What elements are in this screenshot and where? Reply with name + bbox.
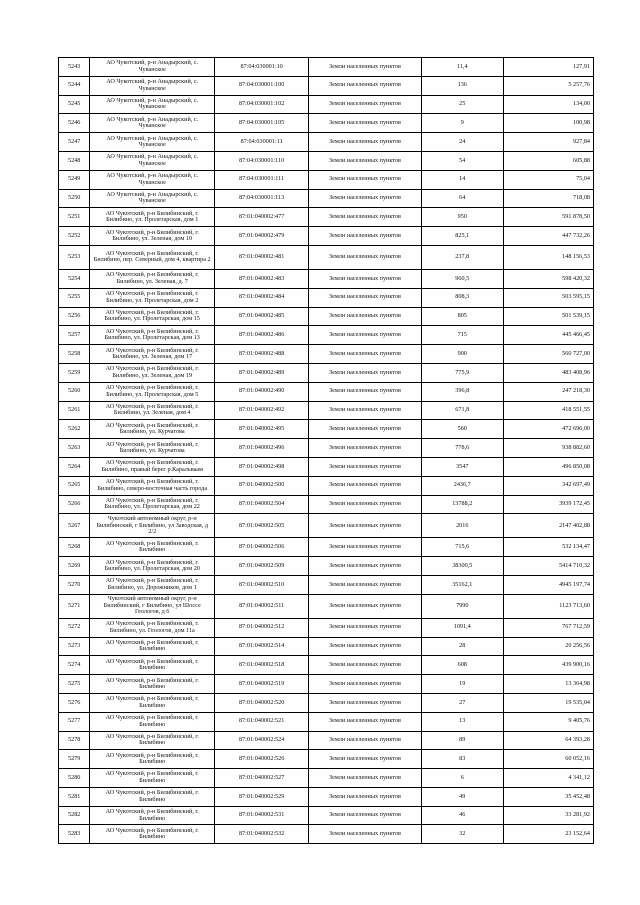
area-cell: 237,8 (421, 245, 503, 269)
row-number: 5269 (59, 557, 90, 576)
area-cell: 671,8 (421, 401, 503, 420)
land-category-cell: Земли населенных пунктов (309, 787, 421, 806)
table-row (59, 363, 594, 382)
cadastral-value-cell: 100,98 (503, 114, 593, 133)
table-row (59, 675, 594, 694)
land-category-cell: Земли населенных пунктов (309, 618, 421, 637)
area-cell: 396,8 (421, 382, 503, 401)
address-cell: АО Чукотский, р-н Билибинский, г. Билибино (90, 750, 215, 769)
row-number: 5249 (59, 170, 90, 189)
land-category-cell: Земли населенных пунктов (309, 656, 421, 675)
address-cell: АО Чукотский, р-н Билибинский, г. Билибино (90, 538, 215, 557)
land-category-cell: Земли населенных пунктов (309, 76, 421, 95)
row-number: 5262 (59, 420, 90, 439)
address-cell: АО Чукотский, р-н Анадырский, с. Чуванское (90, 76, 215, 95)
land-category-cell: Земли населенных пунктов (309, 637, 421, 656)
cadastral-number-cell: 87:04:030001:105 (215, 114, 309, 133)
row-number: 5275 (59, 675, 90, 694)
cadastral-number-cell: 87:01:040002:492 (215, 401, 309, 420)
cadastral-number-cell: 87:01:040002:486 (215, 326, 309, 345)
address-cell: АО Чукотский, р-н Билибинский, г. Билибино (90, 769, 215, 788)
table-row (59, 787, 594, 806)
cadastral-value-cell: 591 878,50 (503, 208, 593, 227)
address-cell: АО Чукотский, р-н Билибинский, г. Билибино (90, 693, 215, 712)
address-cell: АО Чукотский, р-н Билибинский, г. Билибино (90, 825, 215, 844)
row-number: 5276 (59, 693, 90, 712)
address-cell: АО Чукотский, р-н Билибинский, г. Билибино, ул. Курчатова (90, 420, 215, 439)
table-row (59, 269, 594, 288)
table-row (59, 245, 594, 269)
cadastral-value-cell: 148 156,53 (503, 245, 593, 269)
cadastral-number-cell: 87:04:030001:113 (215, 189, 309, 208)
cadastral-number-cell: 87:01:040002:481 (215, 245, 309, 269)
cadastral-number-cell: 87:01:040002:527 (215, 769, 309, 788)
row-number: 5274 (59, 656, 90, 675)
address-cell: АО Чукотский, р-н Билибинский, г. Билибино, ул. Пролетарская, дом 1 (90, 208, 215, 227)
cadastral-value-cell: 64 393,28 (503, 731, 593, 750)
address-cell: АО Чукотский, р-н Анадырский, с. Чуванское (90, 170, 215, 189)
table-row (59, 307, 594, 326)
land-category-cell: Земли населенных пунктов (309, 133, 421, 152)
cadastral-value-cell: 4 341,12 (503, 769, 593, 788)
area-cell: 6 (421, 769, 503, 788)
row-number: 5261 (59, 401, 90, 420)
land-category-cell: Земли населенных пунктов (309, 538, 421, 557)
row-number: 5272 (59, 618, 90, 637)
row-number: 5243 (59, 58, 90, 77)
cadastral-number-cell: 87:01:040002:477 (215, 208, 309, 227)
cadastral-number-cell: 87:01:040002:510 (215, 575, 309, 594)
area-cell: 89 (421, 731, 503, 750)
cadastral-value-cell: 3939 172,45 (503, 495, 593, 514)
cadastral-number-cell: 87:01:040002:519 (215, 675, 309, 694)
area-cell: 7990 (421, 594, 503, 618)
land-category-cell: Земли населенных пунктов (309, 439, 421, 458)
land-category-cell: Земли населенных пунктов (309, 345, 421, 364)
area-cell: 778,6 (421, 439, 503, 458)
land-category-cell: Земли населенных пунктов (309, 269, 421, 288)
land-category-cell: Земли населенных пунктов (309, 151, 421, 170)
table-row (59, 806, 594, 825)
land-category-cell: Земли населенных пунктов (309, 575, 421, 594)
cadastral-number-cell: 87:01:040002:532 (215, 825, 309, 844)
cadastral-number-cell: 87:01:040002:511 (215, 594, 309, 618)
area-cell: 54 (421, 151, 503, 170)
area-cell: 11,4 (421, 58, 503, 77)
row-number: 5282 (59, 806, 90, 825)
row-number: 5256 (59, 307, 90, 326)
land-category-cell: Земли населенных пунктов (309, 457, 421, 476)
row-number: 5253 (59, 245, 90, 269)
cadastral-value-cell: 134,00 (503, 95, 593, 114)
row-number: 5259 (59, 363, 90, 382)
row-number: 5266 (59, 495, 90, 514)
land-category-cell: Земли населенных пунктов (309, 514, 421, 538)
area-cell: 32 (421, 825, 503, 844)
land-category-cell: Земли населенных пунктов (309, 227, 421, 246)
table-row (59, 514, 594, 538)
cadastral-number-cell: 87:01:040002:514 (215, 637, 309, 656)
cadastral-number-cell: 87:01:040002:520 (215, 693, 309, 712)
row-number: 5257 (59, 326, 90, 345)
address-cell: АО Чукотский, р-н Билибинский, г. Билибино, ул. Дорожников, дом 1 (90, 575, 215, 594)
area-cell: 27 (421, 693, 503, 712)
area-cell: 1091,4 (421, 618, 503, 637)
area-cell: 38300,5 (421, 557, 503, 576)
cadastral-number-cell: 87:01:040002:505 (215, 514, 309, 538)
cadastral-value-cell: 532 134,47 (503, 538, 593, 557)
land-category-cell: Земли населенных пунктов (309, 495, 421, 514)
document-page (58, 57, 594, 844)
area-cell: 24 (421, 133, 503, 152)
cadastral-value-cell: 13 364,98 (503, 675, 593, 694)
address-cell: АО Чукотский, р-н Билибинский, г. Билибино, ул. Курчатова (90, 439, 215, 458)
area-cell: 14 (421, 170, 503, 189)
table-row (59, 557, 594, 576)
cadastral-number-cell: 87:04:030001:100 (215, 76, 309, 95)
row-number: 5263 (59, 439, 90, 458)
area-cell: 83 (421, 750, 503, 769)
table-row (59, 420, 594, 439)
address-cell: АО Чукотский, р-н Билибинский, г. Билибино, пер. Северный, дом 4, квартира 2 (90, 245, 215, 269)
row-number: 5267 (59, 514, 90, 538)
cadastral-value-cell: 23 152,64 (503, 825, 593, 844)
cadastral-number-cell: 87:01:040002:496 (215, 439, 309, 458)
address-cell: АО Чукотский, р-н Билибинский, г. Билибино (90, 656, 215, 675)
cadastral-number-cell: 87:01:040002:483 (215, 269, 309, 288)
land-category-cell: Земли населенных пунктов (309, 420, 421, 439)
address-cell: АО Чукотский, р-н Билибинский, г. Билибино, ул. Пролетарская, дом 15 (90, 307, 215, 326)
cadastral-number-cell: 87:01:040002:531 (215, 806, 309, 825)
area-cell: 900 (421, 345, 503, 364)
table-row (59, 208, 594, 227)
area-cell: 49 (421, 787, 503, 806)
row-number: 5245 (59, 95, 90, 114)
land-category-cell: Земли населенных пунктов (309, 307, 421, 326)
address-cell: АО Чукотский, р-н Билибинский, г. Билибино (90, 731, 215, 750)
table-row (59, 637, 594, 656)
address-cell: АО Чукотский, р-н Билибинский, г. Билибино (90, 637, 215, 656)
address-cell: АО Чукотский, р-н Билибинский, г. Билибино, ул. Пролетарская, дом 13 (90, 326, 215, 345)
area-cell: 825,1 (421, 227, 503, 246)
row-number: 5248 (59, 151, 90, 170)
row-number: 5280 (59, 769, 90, 788)
area-cell: 3547 (421, 457, 503, 476)
row-number: 5246 (59, 114, 90, 133)
address-cell: АО Чукотский, р-н Анадырский, с. Чуванское (90, 189, 215, 208)
cadastral-number-cell: 87:01:040002:504 (215, 495, 309, 514)
cadastral-number-cell: 87:01:040002:479 (215, 227, 309, 246)
cadastral-number-cell: 87:04:030001:111 (215, 170, 309, 189)
table-row (59, 769, 594, 788)
cadastral-number-cell: 87:01:040002:495 (215, 420, 309, 439)
address-cell: АО Чукотский, р-н Билибинский, г. Билибино, ул. Пролетарская, дом 22 (90, 495, 215, 514)
land-category-cell: Земли населенных пунктов (309, 401, 421, 420)
land-category-cell: Земли населенных пунктов (309, 363, 421, 382)
cadastral-value-cell: 60 052,16 (503, 750, 593, 769)
cadastral-value-cell: 927,84 (503, 133, 593, 152)
table-row (59, 288, 594, 307)
address-cell: АО Чукотский, р-н Анадырский, с. Чуванское (90, 95, 215, 114)
cadastral-number-cell: 87:01:040002:488 (215, 345, 309, 364)
cadastral-value-cell: 598 420,32 (503, 269, 593, 288)
row-number: 5260 (59, 382, 90, 401)
table-row (59, 151, 594, 170)
row-number: 5279 (59, 750, 90, 769)
area-cell: 775,9 (421, 363, 503, 382)
address-cell: АО Чукотский, р-н Билибинский, г. Билибино, ул. Зеленая, дом 10 (90, 227, 215, 246)
area-cell: 608 (421, 656, 503, 675)
table-row (59, 656, 594, 675)
address-cell: АО Чукотский, р-н Анадырский, с. Чуванское (90, 114, 215, 133)
address-cell: АО Чукотский, р-н Билибинский, г. Билибино, ул. Зеленая, дом 19 (90, 363, 215, 382)
row-number: 5281 (59, 787, 90, 806)
area-cell: 805 (421, 307, 503, 326)
table-row (59, 439, 594, 458)
cadastral-value-cell: 483 408,96 (503, 363, 593, 382)
address-cell: АО Чукотский, р-н Анадырский, с. Чуванское (90, 133, 215, 152)
cadastral-value-cell: 9 405,76 (503, 712, 593, 731)
row-number: 5264 (59, 457, 90, 476)
address-cell: АО Чукотский, р-н Билибинский, г. Билибино, ул. Геологов, дом 11а (90, 618, 215, 637)
address-cell: АО Чукотский, р-н Билибинский, г. Билибино (90, 712, 215, 731)
table-row (59, 712, 594, 731)
cadastral-value-cell: 342 697,49 (503, 476, 593, 495)
land-category-cell: Земли населенных пунктов (309, 769, 421, 788)
table-body (59, 58, 594, 844)
land-category-cell: Земли населенных пунктов (309, 58, 421, 77)
cadastral-number-cell: 87:04:030001:110 (215, 151, 309, 170)
row-number: 5254 (59, 269, 90, 288)
cadastral-number-cell: 87:01:040002:526 (215, 750, 309, 769)
land-category-cell: Земли населенных пунктов (309, 476, 421, 495)
row-number: 5265 (59, 476, 90, 495)
area-cell: 46 (421, 806, 503, 825)
land-category-cell: Земли населенных пунктов (309, 594, 421, 618)
cadastral-value-cell: 418 551,55 (503, 401, 593, 420)
address-cell: АО Чукотский, р-н Билибинский, г. Билибино, ул. Пролетарская, дом 5 (90, 382, 215, 401)
cadastral-value-cell: 75,04 (503, 170, 593, 189)
area-cell: 9 (421, 114, 503, 133)
cadastral-value-cell: 20 256,56 (503, 637, 593, 656)
area-cell: 25 (421, 95, 503, 114)
area-cell: 35162,1 (421, 575, 503, 594)
address-cell: АО Чукотский, р-н Анадырский, с. Чуванское (90, 58, 215, 77)
table-row (59, 538, 594, 557)
cadastral-value-cell: 560 727,00 (503, 345, 593, 364)
cadastral-value-cell: 447 732,26 (503, 227, 593, 246)
cadastral-number-cell: 87:01:040002:512 (215, 618, 309, 637)
row-number: 5273 (59, 637, 90, 656)
table-row (59, 76, 594, 95)
table-row (59, 457, 594, 476)
row-number: 5251 (59, 208, 90, 227)
area-cell: 136 (421, 76, 503, 95)
cadastral-value-cell: 501 539,15 (503, 307, 593, 326)
cadastral-value-cell: 4945 197,74 (503, 575, 593, 594)
cadastral-number-cell: 87:01:040002:524 (215, 731, 309, 750)
area-cell: 13 (421, 712, 503, 731)
table-row (59, 114, 594, 133)
area-cell: 13788,2 (421, 495, 503, 514)
land-category-cell: Земли населенных пунктов (309, 712, 421, 731)
cadastral-value-cell: 35 452,48 (503, 787, 593, 806)
cadastral-value-cell: 5414 710,32 (503, 557, 593, 576)
cadastral-value-cell: 19 535,04 (503, 693, 593, 712)
address-cell: АО Чукотский, р-н Анадырский, с. Чуванское (90, 151, 215, 170)
area-cell: 960,5 (421, 269, 503, 288)
table-row (59, 326, 594, 345)
table-row (59, 58, 594, 77)
address-cell: АО Чукотский, р-н Билибинский, г. Билибино, ул. Зеленая, дом 17 (90, 345, 215, 364)
land-category-cell: Земли населенных пунктов (309, 825, 421, 844)
cadastral-value-cell: 938 882,60 (503, 439, 593, 458)
land-category-cell: Земли населенных пунктов (309, 731, 421, 750)
cadastral-value-cell: 445 466,45 (503, 326, 593, 345)
table-row (59, 345, 594, 364)
table-row (59, 95, 594, 114)
land-category-cell: Земли населенных пунктов (309, 326, 421, 345)
area-cell: 715 (421, 326, 503, 345)
address-cell: АО Чукотский, р-н Билибинский, г. Билибино (90, 787, 215, 806)
land-category-cell: Земли населенных пунктов (309, 806, 421, 825)
table-row (59, 382, 594, 401)
row-number: 5277 (59, 712, 90, 731)
area-cell: 28 (421, 637, 503, 656)
cadastral-value-cell: 5 257,76 (503, 76, 593, 95)
table-row (59, 227, 594, 246)
cadastral-number-cell: 87:01:040002:489 (215, 363, 309, 382)
cadastral-value-cell: 496 850,08 (503, 457, 593, 476)
table-row (59, 170, 594, 189)
table-row (59, 575, 594, 594)
cadastral-number-cell: 87:04:030001:102 (215, 95, 309, 114)
area-cell: 715,6 (421, 538, 503, 557)
address-cell: Чукотский автономный округ, р-н Билибинский, г Билибино, ул Шоссе Геологов, д 6 (90, 594, 215, 618)
cadastral-number-cell: 87:01:040002:500 (215, 476, 309, 495)
cadastral-value-cell: 718,08 (503, 189, 593, 208)
address-cell: АО Чукотский, р-н Билибинский, г. Билибино, ул. Зеленая, дом 4 (90, 401, 215, 420)
table-row (59, 401, 594, 420)
cadastral-value-cell: 439 900,16 (503, 656, 593, 675)
address-cell: АО Чукотский, р-н Билибинский, г. Билибино (90, 675, 215, 694)
cadastral-number-cell: 87:01:040002:529 (215, 787, 309, 806)
land-category-cell: Земли населенных пунктов (309, 189, 421, 208)
cadastral-number-cell: 87:01:040002:521 (215, 712, 309, 731)
land-category-cell: Земли населенных пунктов (309, 208, 421, 227)
land-category-cell: Земли населенных пунктов (309, 750, 421, 769)
address-cell: АО Чукотский, р-н Билибинский, г. Билибино, северо-восточная часть города (90, 476, 215, 495)
land-category-cell: Земли населенных пунктов (309, 170, 421, 189)
area-cell: 64 (421, 189, 503, 208)
cadastral-value-cell: 33 281,92 (503, 806, 593, 825)
land-category-cell: Земли населенных пунктов (309, 693, 421, 712)
land-category-cell: Земли населенных пунктов (309, 95, 421, 114)
row-number: 5255 (59, 288, 90, 307)
cadastral-number-cell: 87:01:040002:490 (215, 382, 309, 401)
cadastral-number-cell: 87:01:040002:518 (215, 656, 309, 675)
address-cell: Чукотский автономный округ, р-н Билибинский, г Билибино, ул Заводская, д 2/2 (90, 514, 215, 538)
row-number: 5244 (59, 76, 90, 95)
table-row (59, 825, 594, 844)
land-category-cell: Земли населенных пунктов (309, 245, 421, 269)
table-row (59, 731, 594, 750)
table-row (59, 693, 594, 712)
cadastral-number-cell: 87:01:040002:498 (215, 457, 309, 476)
land-category-cell: Земли населенных пунктов (309, 557, 421, 576)
land-category-cell: Земли населенных пунктов (309, 675, 421, 694)
area-cell: 560 (421, 420, 503, 439)
land-category-cell: Земли населенных пунктов (309, 382, 421, 401)
cadastral-value-cell: 247 218,30 (503, 382, 593, 401)
address-cell: АО Чукотский, р-н Билибинский, г. Билибино, ул. Пролетарская, дом 2 (90, 288, 215, 307)
table-row (59, 189, 594, 208)
table-row (59, 618, 594, 637)
cadastral-number-cell: 87:01:040002:484 (215, 288, 309, 307)
cadastral-number-cell: 87:01:040002:509 (215, 557, 309, 576)
address-cell: АО Чукотский, р-н Билибинский, г. Билибино (90, 806, 215, 825)
land-category-cell: Земли населенных пунктов (309, 114, 421, 133)
area-cell: 2436,7 (421, 476, 503, 495)
row-number: 5268 (59, 538, 90, 557)
cadastral-value-cell: 767 712,59 (503, 618, 593, 637)
table-row (59, 133, 594, 152)
address-cell: АО Чукотский, р-н Билибинский, г. Билибино, ул. Зеленая, д. 7 (90, 269, 215, 288)
cadastral-value-cell: 503 595,15 (503, 288, 593, 307)
cadastral-number-cell: 87:01:040002:506 (215, 538, 309, 557)
land-registry-table (58, 57, 594, 844)
address-cell: АО Чукотский, р-н Билибинский, г. Билибино, правый берег р.Каральваам (90, 457, 215, 476)
table-row (59, 750, 594, 769)
table-row (59, 476, 594, 495)
row-number: 5271 (59, 594, 90, 618)
row-number: 5270 (59, 575, 90, 594)
row-number: 5278 (59, 731, 90, 750)
address-cell: АО Чукотский, р-н Билибинский, г. Билибино, ул. Пролетарская, дом 20 (90, 557, 215, 576)
cadastral-value-cell: 127,91 (503, 58, 593, 77)
area-cell: 808,3 (421, 288, 503, 307)
cadastral-number-cell: 87:04:030001:11 (215, 133, 309, 152)
row-number: 5283 (59, 825, 90, 844)
cadastral-number-cell: 87:01:040002:485 (215, 307, 309, 326)
row-number: 5250 (59, 189, 90, 208)
area-cell: 950 (421, 208, 503, 227)
cadastral-number-cell: 87:04:030001:10 (215, 58, 309, 77)
area-cell: 19 (421, 675, 503, 694)
table-row (59, 594, 594, 618)
land-category-cell: Земли населенных пунктов (309, 288, 421, 307)
table-row (59, 495, 594, 514)
row-number: 5247 (59, 133, 90, 152)
row-number: 5258 (59, 345, 90, 364)
area-cell: 2016 (421, 514, 503, 538)
row-number: 5252 (59, 227, 90, 246)
cadastral-value-cell: 605,88 (503, 151, 593, 170)
cadastral-value-cell: 2147 402,88 (503, 514, 593, 538)
cadastral-value-cell: 472 696,00 (503, 420, 593, 439)
cadastral-value-cell: 1123 713,60 (503, 594, 593, 618)
